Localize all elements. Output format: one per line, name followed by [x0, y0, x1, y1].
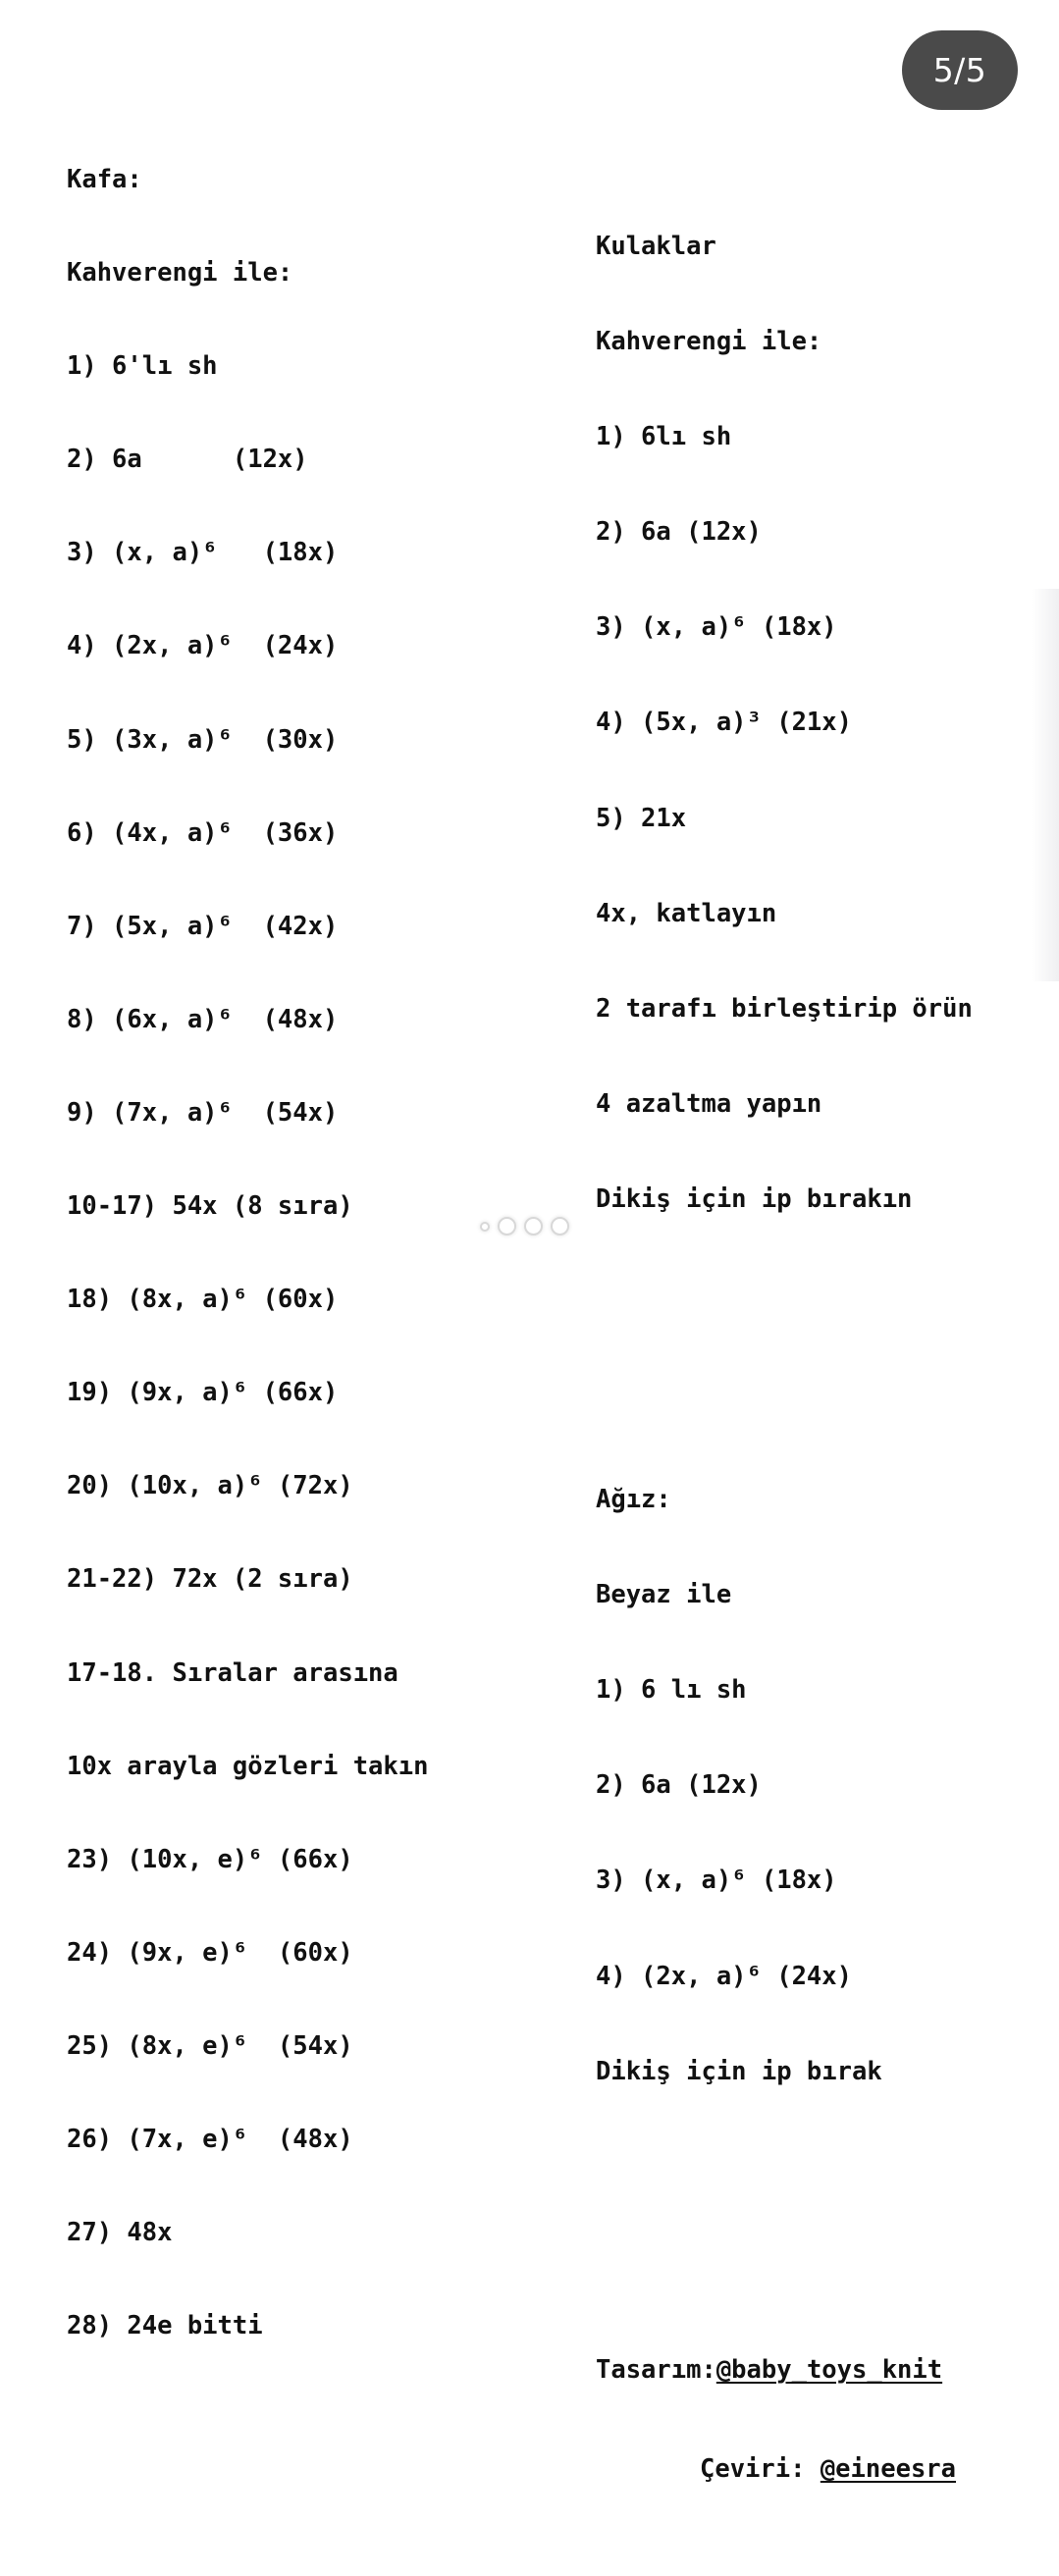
- page-dot[interactable]: [480, 1222, 490, 1232]
- pattern-line: 2 tarafı birleştirip örün: [596, 993, 973, 1024]
- pattern-line: 4) (2x, a)⁶ (24x): [596, 1961, 852, 1991]
- pattern-line: 25) (8x, e)⁶ (54x): [67, 2030, 353, 2061]
- pattern-line: Kafa:: [67, 165, 142, 194]
- page-indicator-dots: [480, 1217, 569, 1235]
- pattern-line: Dikiş için ip bırak: [596, 2056, 882, 2086]
- pattern-line: 4 azaltma yapın: [596, 1088, 822, 1119]
- ears-section: [596, 170, 973, 1277]
- pattern-line: 27) 48x: [67, 2218, 173, 2248]
- pattern-line: 21-22) 72x (2 sıra): [67, 1564, 353, 1595]
- pattern-line: 1) 6 lı sh: [596, 1675, 747, 1706]
- pattern-line: 4) (5x, a)³ (21x): [596, 708, 852, 738]
- pattern-line: Beyaz ile: [596, 1580, 732, 1610]
- translation-credit: [596, 2451, 973, 2488]
- pattern-line: 4x, katlayın: [596, 898, 777, 928]
- design-credit: [596, 2352, 973, 2389]
- pattern-line: 3) (x, a)⁶ (18x): [596, 612, 837, 643]
- pattern-line: 9) (7x, a)⁶ (54x): [67, 1097, 339, 1128]
- design-credit-label: Tasarım:: [596, 2354, 716, 2385]
- pattern-line: 2) 6a (12x): [67, 445, 308, 475]
- pattern-line: 23) (10x, e)⁶ (66x): [67, 1844, 353, 1874]
- pattern-line: 24) (9x, e)⁶ (60x): [67, 1937, 353, 1968]
- pattern-line: Dikiş için ip bırakın: [596, 1183, 913, 1214]
- pattern-line: 26) (7x, e)⁶ (48x): [67, 2124, 353, 2154]
- pattern-line: 19) (9x, a)⁶ (66x): [67, 1378, 339, 1408]
- translator-handle-link[interactable]: @eineesra: [820, 2453, 956, 2484]
- pattern-line: 6) (4x, a)⁶ (36x): [67, 817, 339, 848]
- pattern-line: 10x arayla gözleri takın: [67, 1751, 429, 1781]
- next-page-edge-shadow: [1032, 589, 1059, 981]
- pattern-line: Kahverengi ile:: [596, 327, 822, 357]
- pattern-line: 5) 21x: [596, 803, 687, 833]
- pattern-line: 7) (5x, a)⁶ (42x): [67, 911, 339, 941]
- pattern-line: 5) (3x, a)⁶ (30x): [67, 724, 339, 755]
- section-spacer: [596, 2208, 973, 2234]
- page-dot[interactable]: [524, 1217, 543, 1235]
- pattern-line: 28) 24e bitti: [67, 2311, 263, 2341]
- credits-section: [596, 2293, 973, 2547]
- pattern-line: 3) (x, a)⁶ (18x): [596, 1866, 837, 1896]
- designer-handle-link[interactable]: @baby_toys_knit: [715, 2354, 943, 2385]
- mouth-section: [596, 1423, 973, 2149]
- pattern-line: 8) (6x, a)⁶ (48x): [67, 1004, 339, 1034]
- page-dot-active[interactable]: [551, 1217, 569, 1235]
- translation-credit-label: Çeviri:: [700, 2453, 821, 2484]
- pattern-line: Ağız:: [596, 1485, 671, 1515]
- section-spacer: [596, 1336, 973, 1364]
- pattern-line: 3) (x, a)⁶ (18x): [67, 538, 339, 568]
- pattern-line: 1) 6lı sh: [596, 422, 732, 452]
- pattern-line: 2) 6a (12x): [596, 517, 762, 548]
- pattern-line: 1) 6'lı sh: [67, 351, 218, 382]
- head-pattern-column: [67, 104, 428, 2373]
- pattern-line: 17-18. Sıralar arasına: [67, 1657, 398, 1688]
- pattern-line: 4) (2x, a)⁶ (24x): [67, 631, 339, 661]
- pattern-line: 10-17) 54x (8 sıra): [67, 1191, 353, 1222]
- ears-mouth-pattern-column: [596, 111, 973, 2576]
- pattern-line: 2) 6a (12x): [596, 1770, 762, 1801]
- pattern-line: 20) (10x, a)⁶ (72x): [67, 1471, 353, 1501]
- pattern-line: 18) (8x, a)⁶ (60x): [67, 1285, 339, 1315]
- pattern-line: Kulaklar: [596, 232, 716, 261]
- page-counter-badge: 5/5: [902, 30, 1018, 110]
- page-dot[interactable]: [498, 1217, 516, 1235]
- pattern-line: Kahverengi ile:: [67, 258, 293, 289]
